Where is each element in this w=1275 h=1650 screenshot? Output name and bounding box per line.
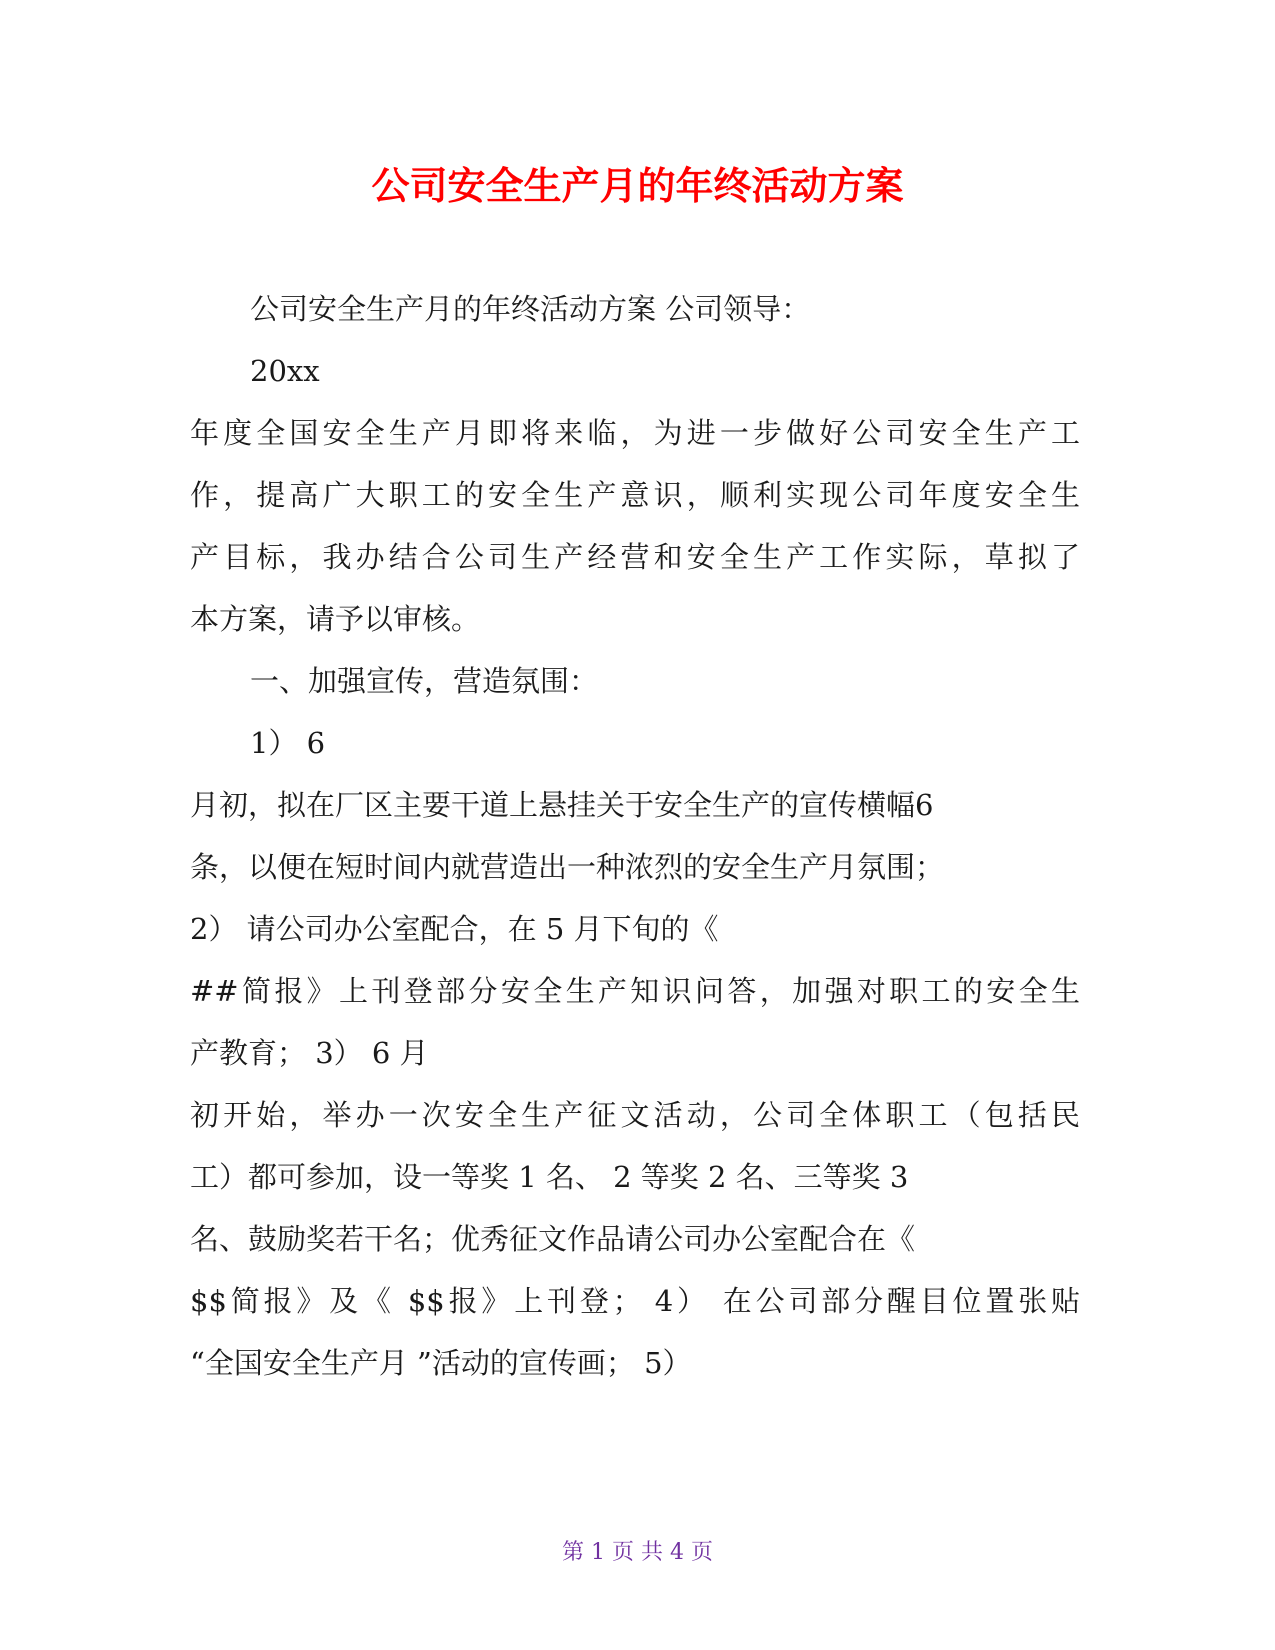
page-footer: 第 1 页 共 4 页: [562, 1540, 713, 1565]
paragraph-line: “全国安全生产月 ”活动的宣传画； 5）: [190, 1346, 692, 1380]
paragraph-line: 本方案，请予以审核。: [190, 602, 481, 636]
paragraph-line: ##简报》上刊登部分安全生产知识问答，加强对职工的安全生: [190, 974, 1080, 1008]
paragraph-line: 月初，拟在厂区主要干道上悬挂关于安全生产的宣传横幅6: [190, 788, 934, 822]
paragraph-line: 初开始，举办一次安全生产征文活动，公司全体职工（包括民: [190, 1098, 1080, 1132]
paragraph-line: 1） 6: [250, 726, 326, 760]
paragraph-line: 产教育； 3） 6 月: [190, 1036, 429, 1070]
paragraph-line: 20xx: [250, 354, 320, 388]
paragraph-line: 年度全国安全生产月即将来临，为进一步做好公司安全生产工: [190, 416, 1080, 450]
paragraph-line: $$简报》及《 $$报》上刊登； 4） 在公司部分醒目位置张贴: [190, 1284, 1080, 1318]
section-heading: 一、加强宣传，营造氛围：: [250, 664, 599, 698]
paragraph-line: 作，提高广大职工的安全生产意识，顺利实现公司年度安全生: [190, 478, 1080, 512]
paragraph-line: 工）都可参加，设一等奖 1 名、 2 等奖 2 名、三等奖 3: [190, 1160, 909, 1194]
paragraph-line: 2） 请公司办公室配合，在 5 月下旬的《: [190, 912, 719, 946]
document-title: 公司安全生产月的年终活动方案: [371, 164, 904, 208]
paragraph-line: 产目标，我办结合公司生产经营和安全生产工作实际，草拟了: [190, 540, 1080, 574]
paragraph-line: 条，以便在短时间内就营造出一种浓烈的安全生产月氛围；: [190, 850, 945, 884]
paragraph-line: 公司安全生产月的年终活动方案 公司领导：: [250, 292, 811, 326]
paragraph-line: 名、鼓励奖若干名；优秀征文作品请公司办公室配合在《: [190, 1222, 916, 1256]
